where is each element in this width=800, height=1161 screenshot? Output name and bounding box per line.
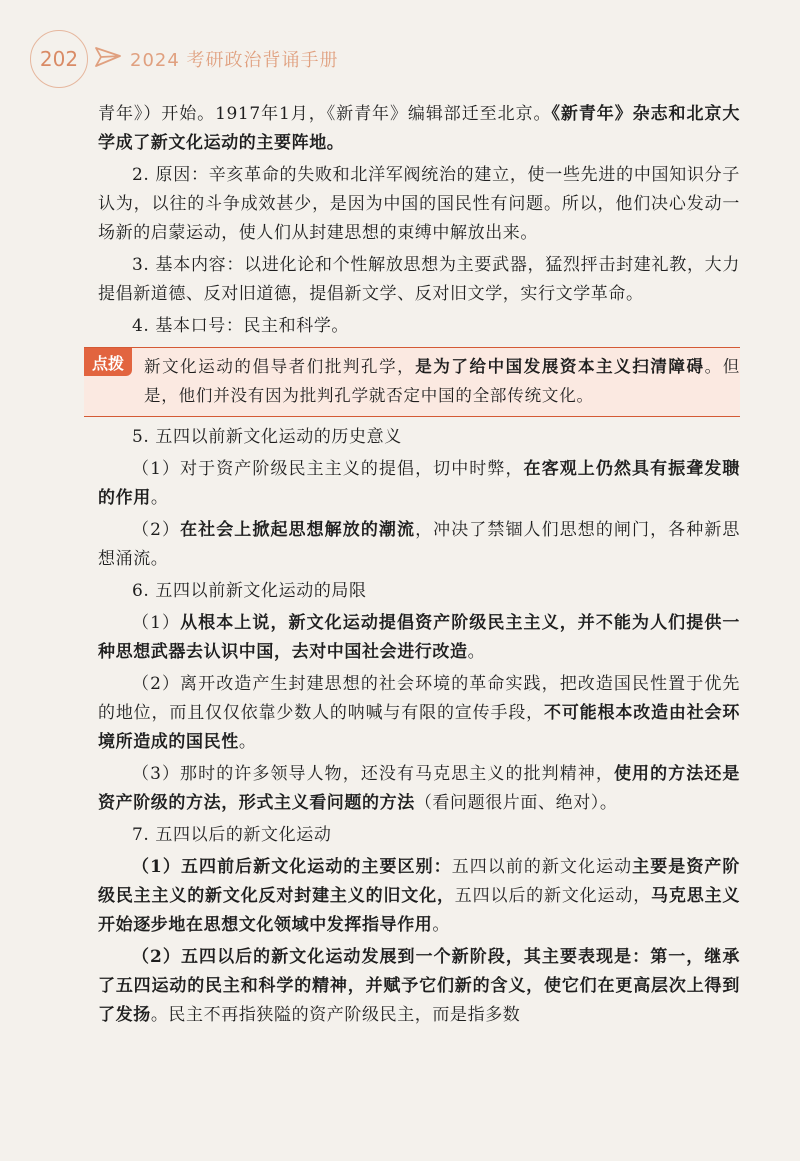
label: 2. 原因： [132,165,209,185]
bold-text: 在社会上掀起思想解放的潮流 [180,520,416,540]
paragraph-6-3 [98,760,740,818]
paragraph-5-1 [98,455,740,513]
paragraph-7-1 [98,853,740,940]
text: 辛亥革命的失败和北洋军阀统治的建立，使一些先进的中国知识分子认为，以往的斗争成效甚少，是因为中国的国民性有问题。所以，他们决心发动一场新的启蒙运动，使人们从封建思想的束缚中解放出来。 [98,165,740,243]
text: 新文化运动的倡导者们批判孔学， [144,357,416,376]
paragraph-6-1 [98,609,740,667]
text: 民主和科学。 [243,316,350,336]
text: 。 [238,732,257,752]
text: （3）那时的许多领导人物，还没有马克思主义的批判精神， [132,764,614,784]
section-heading-6: 6. 五四以前新文化运动的局限 [132,581,367,601]
bold-text: （1）五四前后新文化运动的主要区别： [132,857,452,877]
tip-badge: 点拨 [84,348,132,376]
text: 。但是，他们并没有因为批判孔学就否定中国的全部传统文化。 [144,357,740,405]
paragraph-7-2 [98,943,740,1030]
bold-text: 《新青年》杂志和北京大学成了新文化运动的主要阵地。 [98,104,740,153]
page-header [30,30,770,86]
paper-plane-icon [94,45,122,69]
paragraph-slogan [98,312,740,341]
bold-text: 马克思主义开始逐步地在思想文化领域中发挥指导作用 [98,886,741,935]
text: （1） [132,613,181,633]
bold-text: 从根本上说，新文化运动提倡资产阶级民主主义，并不能为人们提供一种思想武器去认识中国，去对中国社会进行改造 [98,613,740,662]
text: 青年》）开始。1917年1月，《新青年》编辑部迁至北京。 [98,104,552,124]
book-title: 2024 考研政治背诵手册 [130,50,339,71]
text: 。 [467,642,486,662]
bold-text: 是为了给中国发展资本主义扫清障碍 [415,357,705,376]
text: 。 [150,488,169,508]
text: 。民主不再指狭隘的资产阶级民主，而是指多数 [150,1005,521,1025]
text: （2）离开改造产生封建思想的社会环境的革命实践，把改造国民性置于优先的地位，而且仅仅依靠少数人的呐喊与有限的宣传手段， [98,674,740,723]
text: 。 [432,915,451,935]
bold-text: （2）五四以后的新文化运动发展到一个新阶段，其主要表现是：第一，继承了五四运动的民主和科学的精神，并赋予它们新的含义，使它们在更高层次上得到了发扬 [98,947,740,1025]
text: 五四以后的新文化运动， [454,886,652,906]
label: 4. 基本口号： [132,316,244,336]
page-content [91,100,741,1030]
text: （看问题很片面、绝对）。 [414,793,618,813]
text: ，冲决了禁锢人们思想的闸门，各种新思想涌流。 [98,520,740,569]
bold-text: 使用的方法还是资产阶级的方法，形式主义看问题的方法 [98,764,741,813]
text: 五四以前的新文化运动 [451,857,633,877]
page-number: 202 [30,30,88,88]
label: 3. 基本内容： [132,255,245,275]
section-heading-5: 5. 五四以前新文化运动的历史意义 [132,427,402,447]
paragraph-5-2 [98,516,740,574]
bold-text: 在客观上仍然具有振聋发聩的作用 [98,459,741,508]
section-heading-7: 7. 五四以后的新文化运动 [132,825,332,845]
bold-text: 不可能根本改造由社会环境所造成的国民性 [98,703,740,752]
text: （1）对于资产阶级民主主义的提倡，切中时弊， [132,459,524,479]
text: （2） [132,520,181,540]
paragraph-reason [98,161,740,248]
paragraph-content [98,251,740,309]
paragraph-intro [98,100,740,158]
tip-text [98,352,740,410]
bold-text: 主要是资产阶级民主主义的新文化反对封建主义的旧文化， [98,857,741,906]
text: 以进化论和个性解放思想为主要武器，猛烈抨击封建礼教，大力提倡新道德、反对旧道德，提倡新文学、反对旧文学，实行文学革命。 [98,255,740,304]
paragraph-6-2 [98,670,740,757]
tip-box [84,347,740,417]
